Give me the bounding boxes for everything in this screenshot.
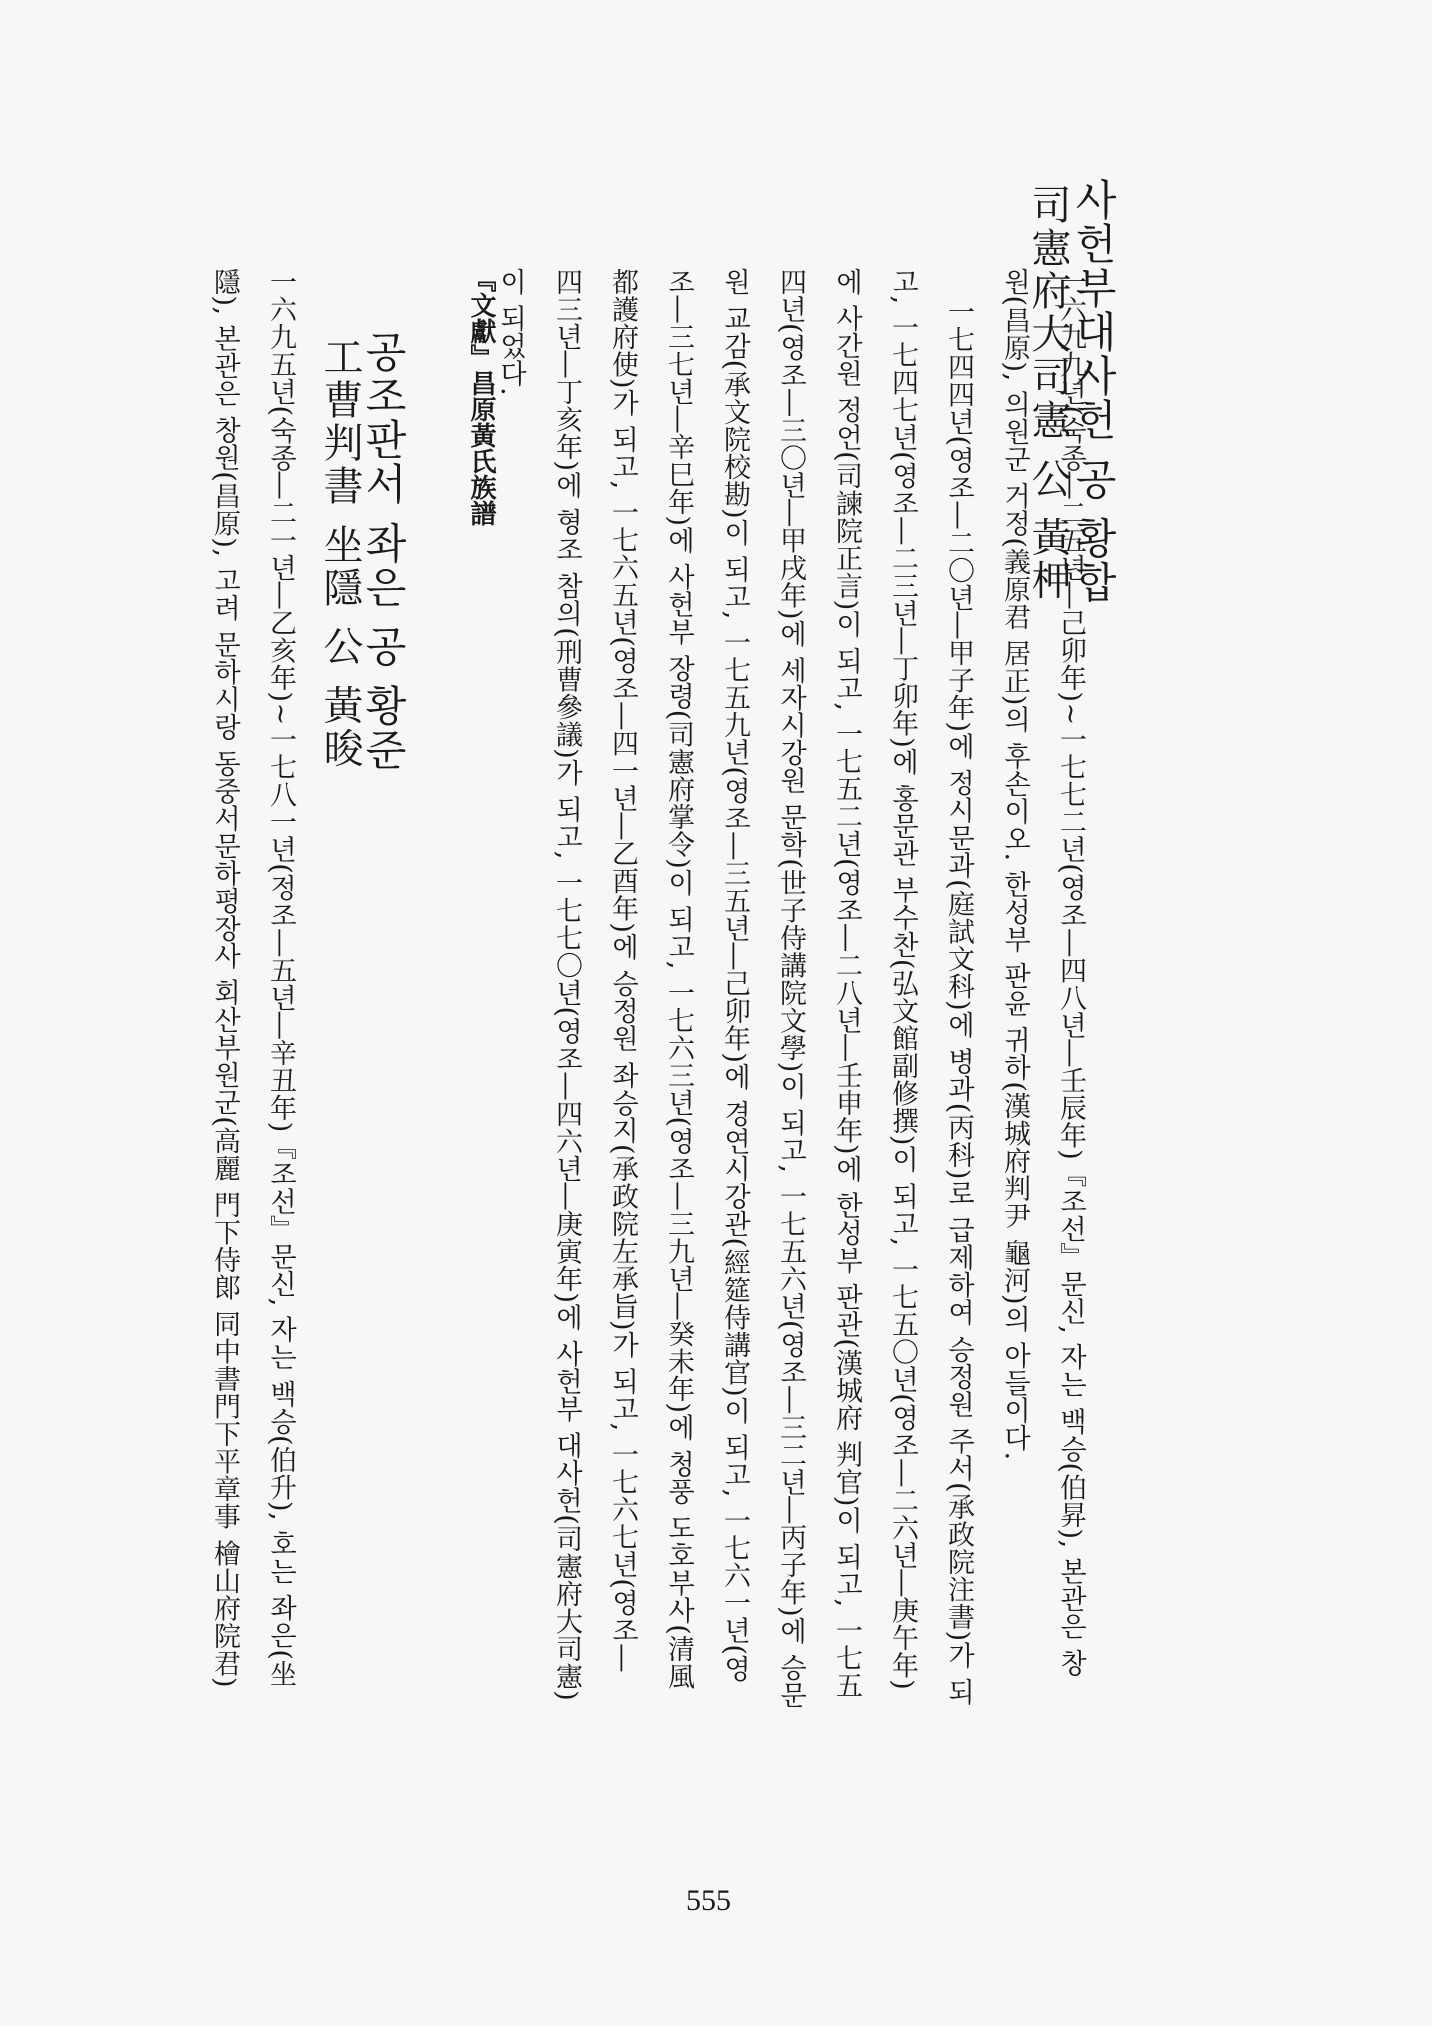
- entry1-line: 四년(영조―三〇년―甲戌年)에 세자시강원 문학(世子侍講院文學)이 되고, 一七五六년(영조―三二년―丙子年)에 승문: [775, 268, 806, 1709]
- entry2-line: 隱), 본관은 창원(昌原), 고려 문하시랑 동중서문하평장사 회산부원군(高麗 門下侍郞 同中書門下平章事 檜山府院君): [209, 268, 240, 1689]
- entry2-line: 一六九五년(숙종―二一년―乙亥年)~一七八一년(정조―五년―辛丑年)『조선』문신, 자는 백승(伯升), 호는 좌은(坐: [265, 268, 296, 1688]
- entry1-line: 원(昌原), 의원군 거정(義原君 居正)의 후손이오. 한성부 판윤 귀하(漢城府判尹 龜河)의 아들이다.: [999, 268, 1030, 1461]
- entry1-line: 이 되었다.: [495, 268, 526, 397]
- entry1-line: 一六九九년(숙종―二五년―己卯年)~一七七二년(영조―四八년―壬辰年)『조선』문신, 자는 백승(伯昇), 본관은 창: [1055, 268, 1086, 1677]
- entry1-line: 四三년―丁亥年)에 형조 참의(刑曹參議)가 되고, 一七七〇년(영조―四六년―庚寅年)에 사헌부 대사헌(司憲府大司憲): [551, 268, 582, 1702]
- entry1-title-hangul: 사헌부대사헌 공 황합: [1069, 178, 1118, 605]
- page-number: 555: [686, 1884, 731, 1917]
- entry2-title-hanja: 工曹判書 坐隱 公 黃晙: [317, 336, 363, 771]
- entry1-title-hanja: 司憲府大司憲 公 黃柙: [1025, 184, 1071, 603]
- entry1-source: 『文獻』昌原黃氏族譜: [466, 266, 496, 526]
- entry1-line: 고, 一七四七년(영조―二三년―丁卯年)에 홍문관 부수찬(弘文館副修撰)이 되고, 一七五〇년(영조―二六년―庚午年): [887, 268, 918, 1691]
- entry1-line: 에 사간원 정언(司諫院正言)이 되고, 一七五二년(영조―二八년―壬申年)에 한성부 판관(漢城府 判官)이 되고, 一七五: [831, 268, 862, 1700]
- entry2-title-hangul: 공조판서 좌은 공 황준: [359, 330, 408, 773]
- entry1-line: 조―三七년―辛巳年)에 사헌부 장령(司憲府掌令)이 되고, 一七六三년(영조―三九년―癸未年)에 청풍 도호부사(清風: [663, 268, 694, 1691]
- entry1-line: 원 교감(承文院校勘)이 되고, 一七五九년(영조―三五년―己卯年)에 경연시강관(經筵侍講官)이 되고, 一七六一년(영: [719, 268, 750, 1683]
- entry1-line: 一七四四년(영조―二〇년―甲子年)에 정시문과(庭試文科)에 병과(丙科)로 급제하여 승정원 주서(承政院注書)가 되: [943, 298, 974, 1706]
- entry1-line: 都護府使)가 되고, 一七六五년(영조―四一년―乙酉年)에 승정원 좌승지(承政院左承旨)가 되고, 一七六七년(영조―: [607, 268, 638, 1672]
